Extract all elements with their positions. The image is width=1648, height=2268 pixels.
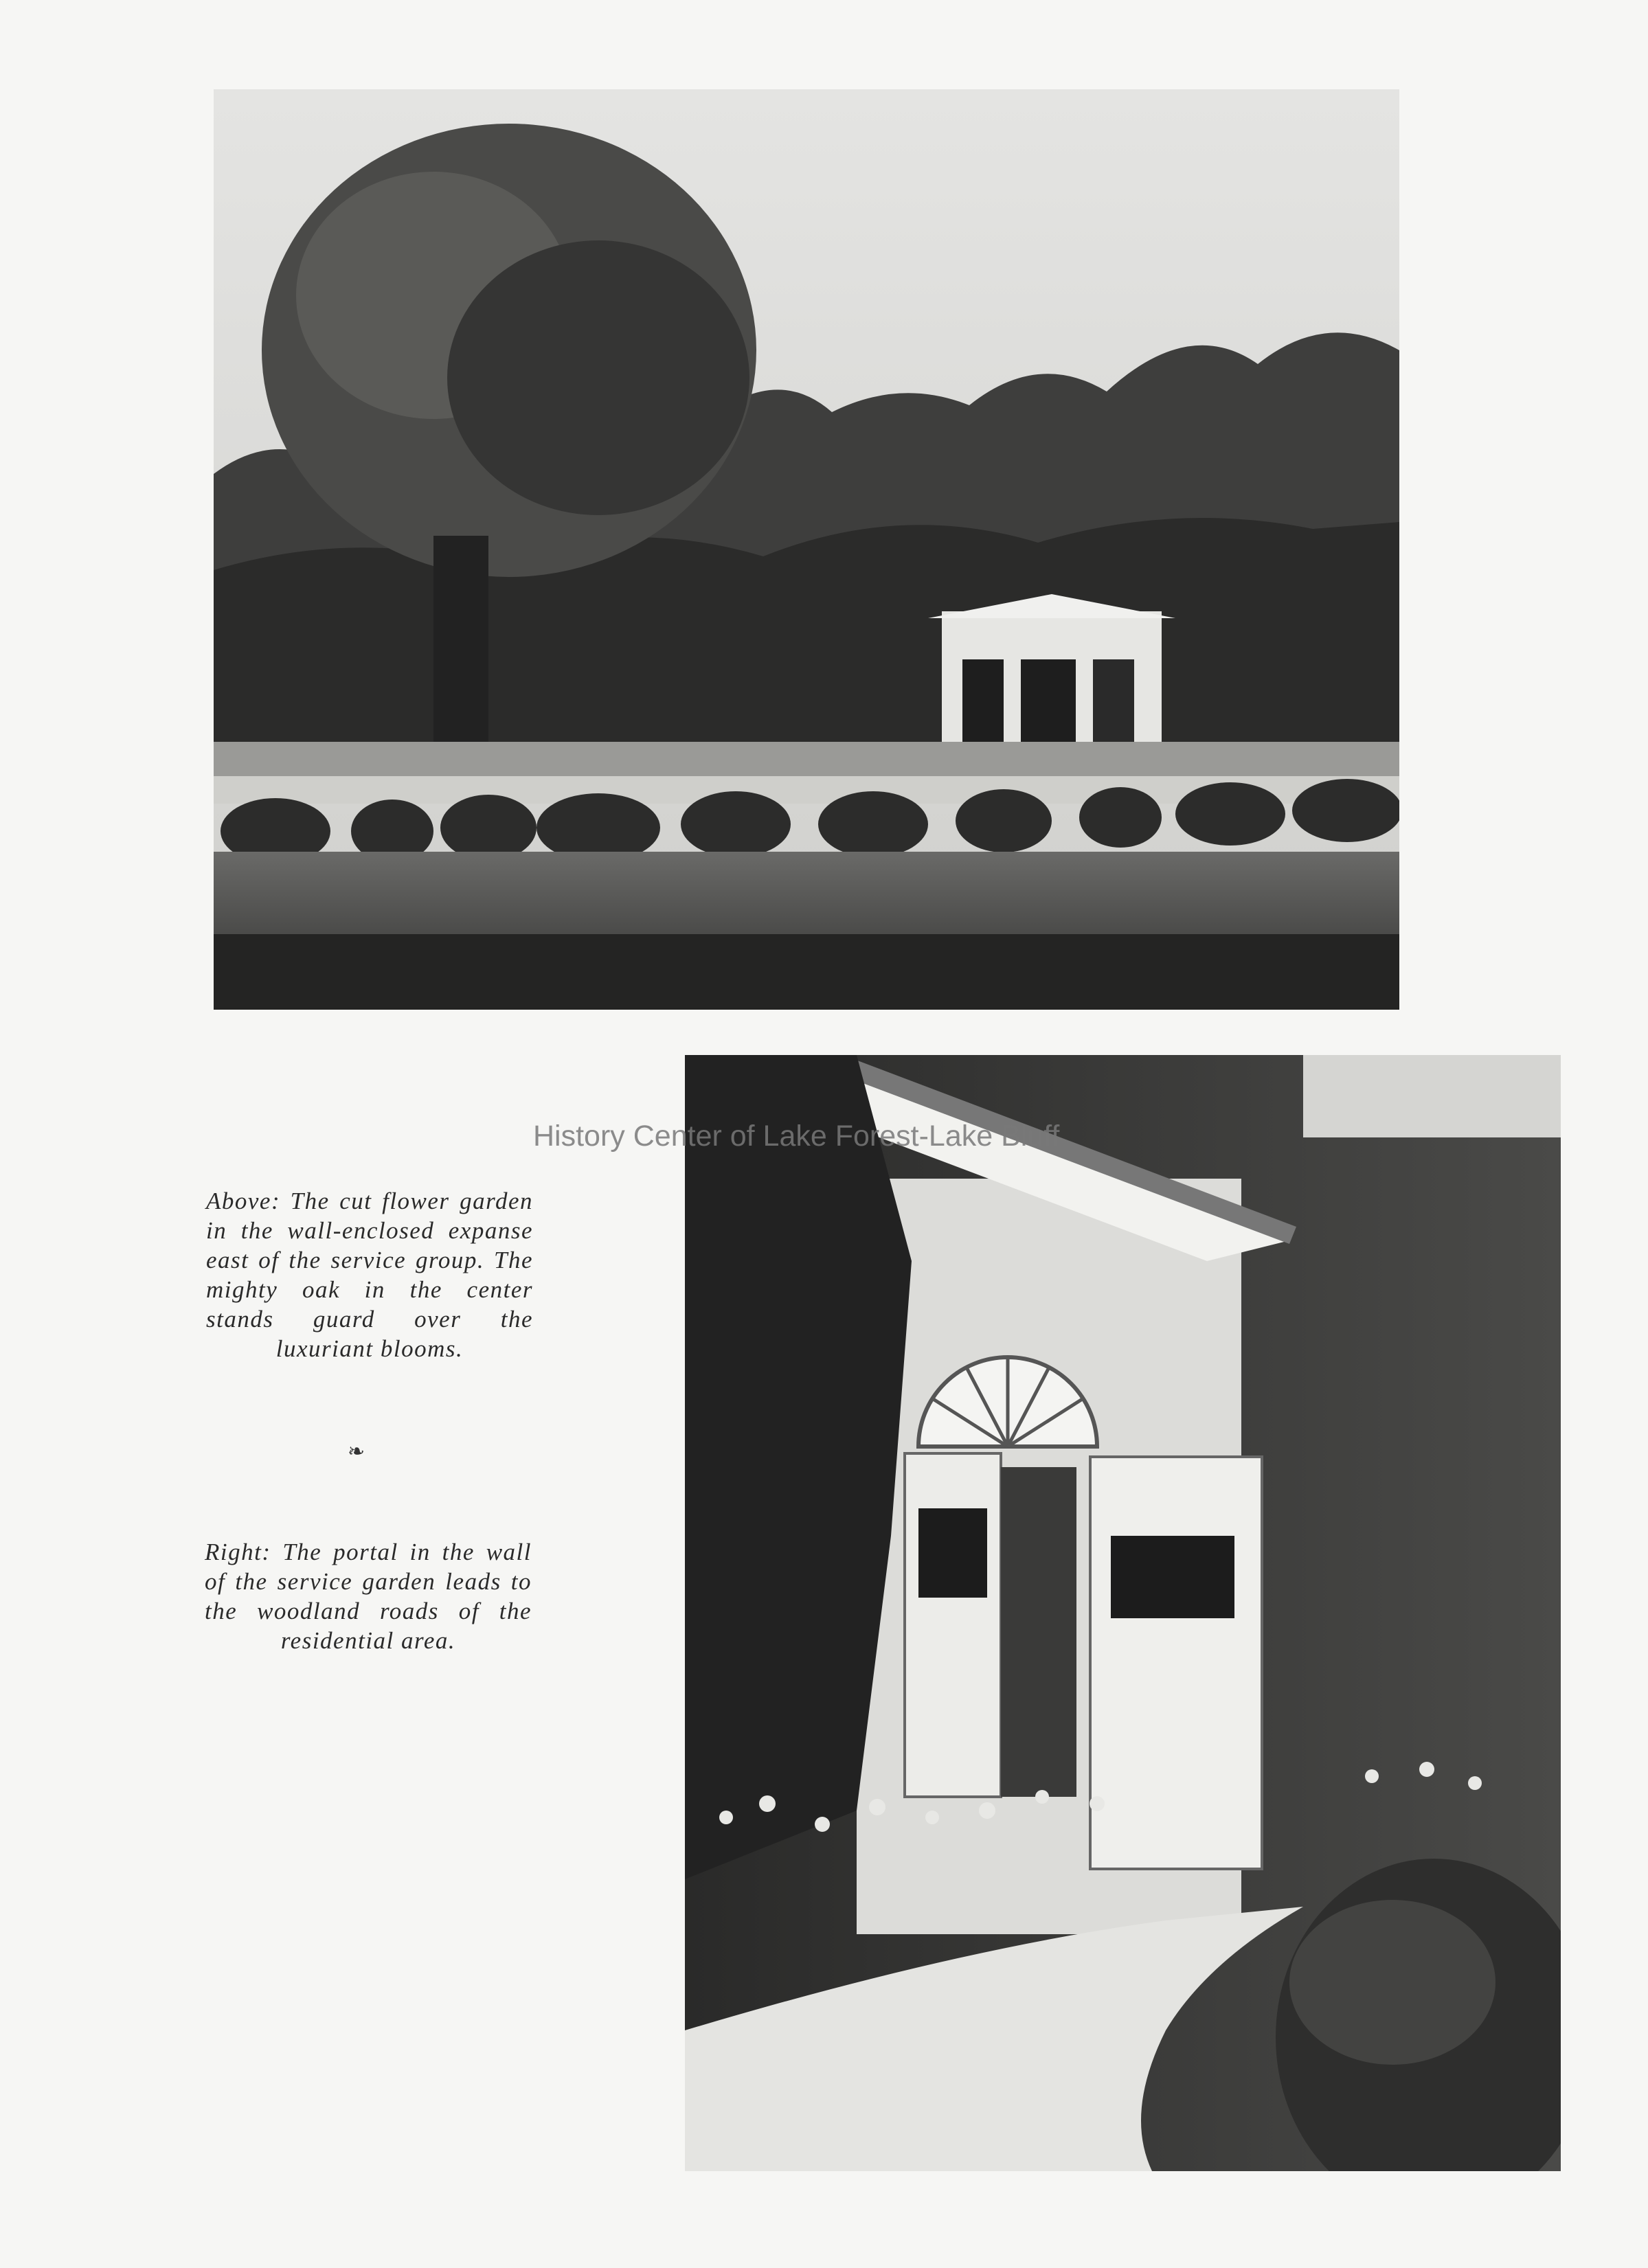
ornament-icon: ❧ <box>348 1440 365 1464</box>
caption-right: Right: The portal in the wall of the service garden leads to the woodland roads of the residential area. <box>205 1539 532 1654</box>
watermark-text: History Center of Lake Forest-Lake Bluff <box>533 1120 1060 1153</box>
garden-portal-photo <box>685 1055 1561 2171</box>
caption-above: Above: The cut flower garden in the wall-enclosed expanse east of the service group. The mighty oak in the center stands guard over the luxuriant blooms. <box>206 1188 533 1362</box>
cut-flower-garden-photo <box>214 89 1399 1010</box>
